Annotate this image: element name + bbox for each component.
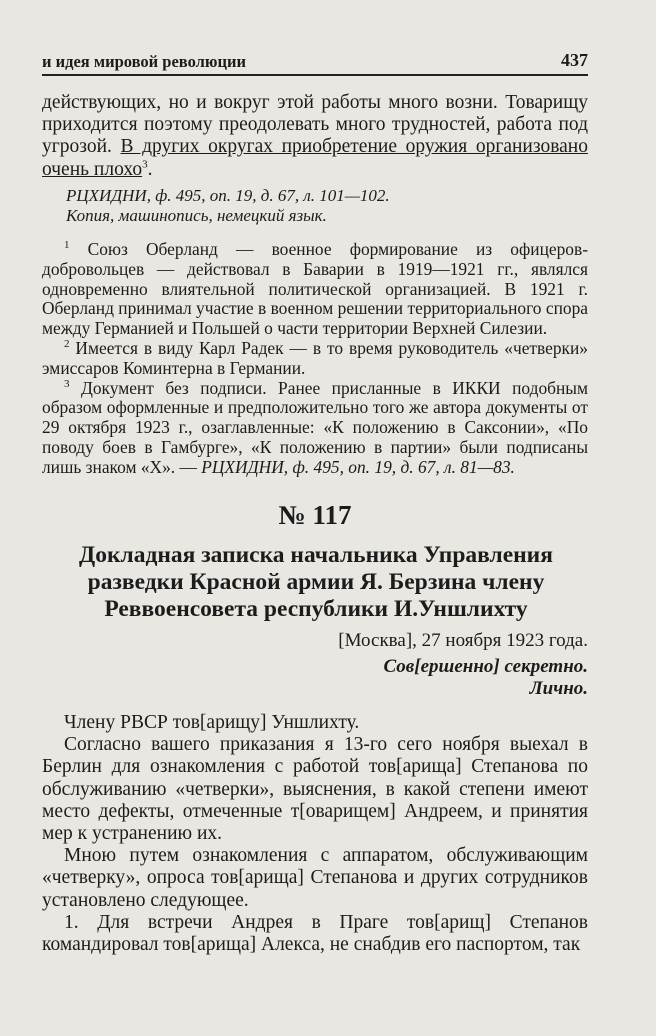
running-title: и идея мировой революции: [42, 52, 247, 71]
body-paragraph-3: 1. Для встречи Андрея в Праге тов[арищ] Степанов командировал тов[арища] Алекса, не снабдив его паспортом, так: [42, 911, 588, 956]
intro-text-end: .: [147, 158, 153, 180]
footnote-1: [42, 240, 588, 339]
footnote-mark: 2: [64, 338, 70, 351]
source-note: [42, 186, 588, 226]
intro-text: действующих, но и вокруг этой работы много возни. Товарищу приходится поэтому преодолевать много трудностей, работа под угрозой.: [42, 92, 588, 158]
page-header: [42, 48, 588, 76]
document-title: Докладная записка начальника Управления разведки Красной армии Я. Берзина члену Реввоенсовета республики И.Уншлихту: [79, 542, 553, 622]
footnote-archive-ref: РЦХИДНИ, ф. 495, оп. 19, д. 67, л. 81—83.: [201, 456, 515, 477]
body-paragraph-1: Согласно вашего приказания я 13-го сего ноября выехал в Берлин для ознакомления с работой тов[арища] Степанова по обслуживанию «четверки», выяснения, в какой степени имеют место дефекты, отмеченные т[оварищем] Андреем, и принятия мер к устранению их.: [42, 734, 588, 845]
intro-paragraph: [42, 92, 588, 181]
secrecy-mark: Сов[ершенно] секретно.: [383, 656, 588, 677]
source-copy-note: Копия, машинопись, немецкий язык.: [66, 206, 327, 225]
document-body: [42, 712, 588, 956]
document-heading: [42, 500, 588, 531]
footnotes: [42, 240, 588, 478]
footnote-2: [42, 339, 588, 379]
addressee: Члену РВСР тов[арищу] Уншлихту.: [64, 712, 360, 733]
footnote-text: Союз Оберланд — военное формирование из офицеров-добровольцев — действовал в Баварии в 1919—1921 гг., являлся одновременно влиятельной политической организацией. В 1921 г. Оберланд принимал участие в военном решении территориального спора между Германией и Польшей о части территории Верхней Силезии.: [42, 239, 588, 339]
place-date: [Москва], 27 ноября 1923 года.: [338, 630, 588, 651]
footnote-mark: 3: [64, 377, 70, 390]
intro-underlined-text: В других округах приобретение оружия организовано очень плохо: [42, 136, 588, 180]
page-number: 437: [561, 50, 588, 70]
footnote-3: [42, 379, 588, 478]
footnote-text: Документ без подписи. Ранее присланные в ИККИ подобным образом оформленные и предположительно того же автора документы от 29 октября 1923 г., озаглавленные: «К положению в Саксонии», «По поводу боев в Гамбурге», «К положению в партии» были подписаны лишь знаком «X». —: [42, 377, 588, 477]
source-archive-ref: РЦХИДНИ, ф. 495, оп. 19, д. 67, л. 101—102.: [66, 186, 390, 205]
footnote-ref-3: 3: [142, 158, 148, 171]
document-number: № 117: [278, 500, 352, 530]
document-title-block: [60, 542, 572, 623]
document-meta: [42, 630, 588, 700]
footnote-mark: 1: [64, 239, 70, 252]
personal-mark: Лично.: [529, 678, 588, 699]
footnote-text: Имеется в виду Карл Радек — в то время руководитель «четверки» эмиссаров Коминтерна в Германии.: [42, 337, 588, 378]
body-paragraph-2: Мною путем ознакомления с аппаратом, обслуживающим «четверку», опроса тов[арища] Степанова и других сотрудников установлено следующее.: [42, 845, 588, 911]
